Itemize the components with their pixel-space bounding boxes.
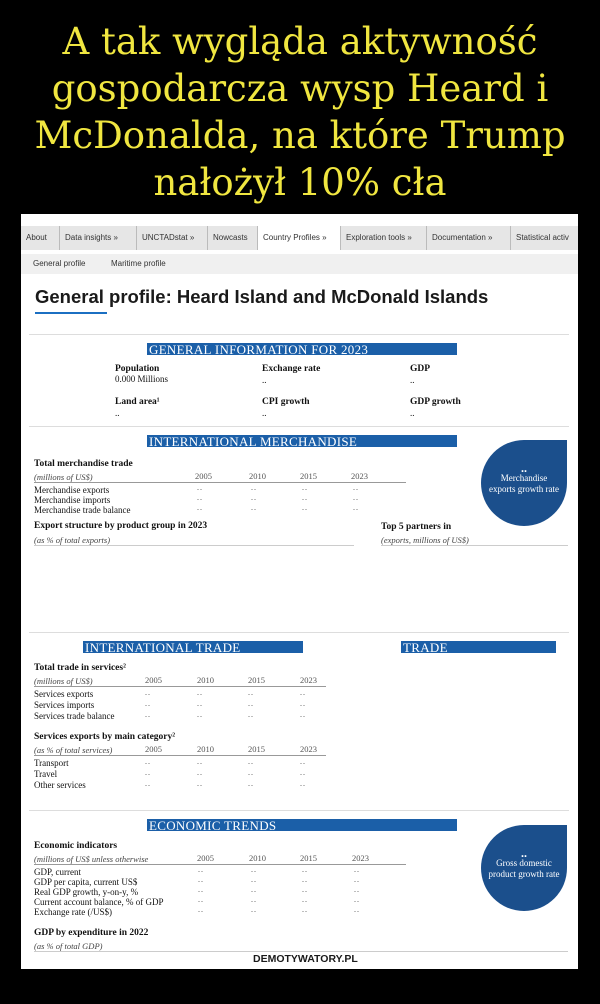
category-year: 2010 [197, 744, 214, 754]
title-underline [35, 312, 107, 314]
category-values: .. .. .. [145, 757, 151, 788]
gdp-expenditure-heading: GDP by expenditure in 2022 [34, 928, 149, 938]
nav-tab-nowcasts[interactable]: Nowcasts [208, 226, 258, 250]
circle-label: Gross domestic [496, 858, 552, 868]
gdp-growth-label: GDP growth [410, 397, 461, 407]
trade-band-right: TRADE [401, 641, 556, 653]
services-year: 2005 [145, 675, 162, 685]
nav-tab-data-insights[interactable]: Data insights » [60, 226, 137, 250]
economic-heading: Economic indicators [34, 841, 118, 851]
economic-row: GDP per capita, current US$ [34, 877, 138, 887]
nav-tab-about[interactable]: About [21, 226, 60, 250]
category-row: Other services [34, 780, 86, 790]
services-year: 2015 [248, 675, 265, 685]
meme-title-line: McDonalda, na które Trump [34, 114, 566, 157]
services-row: Services trade balance [34, 711, 115, 721]
gdp-value: .. [410, 375, 415, 385]
page-title: General profile: Heard Island and McDonald Islands [35, 286, 489, 307]
section-divider [29, 334, 569, 335]
population-value: 0.000 Millions [115, 374, 169, 384]
table-rule [34, 686, 326, 687]
trade-band: INTERNATIONAL TRADE [83, 641, 303, 653]
merch-year: 2010 [249, 471, 266, 481]
subtab-general-profile[interactable]: General profile [33, 259, 86, 268]
category-year: 2015 [248, 744, 265, 754]
category-year: 2023 [300, 744, 317, 754]
merchandise-growth-circle [481, 440, 567, 526]
circle-value: .. [521, 461, 527, 475]
category-values: .. .. .. [300, 757, 306, 788]
table-rule [34, 951, 568, 952]
table-rule [34, 482, 406, 483]
exchange-rate-value: .. [262, 375, 267, 385]
economic-year: 2010 [249, 853, 266, 863]
gdp-growth-circle [481, 825, 567, 911]
section-divider [29, 426, 569, 427]
meme-title-line: nałożył 10% cła [153, 161, 447, 204]
export-structure-unit: (as % of total exports) [34, 535, 111, 545]
gdp-label: GDP [410, 364, 431, 374]
circle-label: product growth rate [488, 869, 560, 879]
subtab-maritime-profile[interactable]: Maritime profile [111, 259, 166, 268]
services-values: .. .. .. [145, 688, 151, 719]
table-rule [34, 545, 354, 546]
economic-row: Real GDP growth, y-on-y, % [34, 887, 139, 897]
services-values: .. .. .. [248, 688, 254, 719]
top-partners-unit: (exports, millions of US$) [381, 535, 469, 545]
economic-row: GDP, current [34, 867, 81, 877]
category-values: .. .. .. [197, 757, 203, 788]
circle-label: exports growth rate [489, 484, 559, 494]
section-divider [29, 810, 569, 811]
category-values: .. .. .. [248, 757, 254, 788]
merch-row: Merchandise trade balance [34, 505, 131, 515]
export-structure-heading: Export structure by product group in 2023 [34, 521, 208, 531]
top-partners-heading: Top 5 partners in [381, 522, 452, 532]
services-values: .. .. .. [300, 688, 306, 719]
merch-year: 2015 [300, 471, 317, 481]
table-rule [34, 864, 406, 865]
economic-values: .. .. .. .. .. [251, 865, 257, 914]
meme-title [0, 18, 600, 206]
economic-values: .. .. .. .. .. [354, 865, 360, 914]
merch-row: Merchandise exports [34, 485, 110, 495]
merch-year: 2005 [195, 471, 212, 481]
category-row: Travel [34, 769, 58, 779]
gdp-expenditure-unit: (as % of total GDP) [34, 941, 103, 951]
nav-tab-statistical-activities[interactable]: Statistical activ [516, 233, 569, 242]
exchange-rate-label: Exchange rate [262, 364, 321, 374]
economic-values: .. .. .. .. .. [302, 865, 308, 914]
merch-heading: Total merchandise trade [34, 459, 133, 469]
merch-values: .. .. .. [353, 483, 359, 512]
top-nav [21, 226, 578, 250]
watermark: DEMOTYWATORY.PL [250, 953, 361, 965]
nav-tab-country-profiles[interactable]: Country Profiles » [258, 226, 341, 250]
table-rule [34, 755, 326, 756]
nav-tab-unctadstat[interactable]: UNCTADstat » [137, 226, 208, 250]
economic-values: .. .. .. .. .. [198, 865, 204, 914]
cpi-growth-value: .. [262, 408, 267, 418]
land-area-value: .. [115, 408, 120, 418]
economic-unit: (millions of US$ unless otherwise [34, 854, 149, 864]
circle-label: Merchandise [500, 473, 548, 483]
economic-year: 2015 [300, 853, 317, 863]
category-unit: (as % of total services) [34, 745, 113, 755]
table-rule [381, 545, 568, 546]
meme-title-line: A tak wygląda aktywność [62, 20, 538, 63]
services-row: Services exports [34, 689, 94, 699]
land-area-label: Land area¹ [115, 397, 160, 407]
category-row: Transport [34, 758, 69, 768]
category-year: 2005 [145, 744, 162, 754]
merch-values: .. .. .. [197, 483, 203, 512]
services-heading: Total trade in services² [34, 663, 126, 673]
section-divider [29, 632, 569, 633]
general-info-band: GENERAL INFORMATION FOR 2023 [147, 343, 457, 355]
economic-row: Exchange rate (/US$) [34, 907, 112, 917]
economic-year: 2005 [197, 853, 214, 863]
merch-values: .. .. .. [251, 483, 257, 512]
merch-row: Merchandise imports [34, 495, 111, 505]
services-row: Services imports [34, 700, 95, 710]
merchandise-band: INTERNATIONAL MERCHANDISE [147, 435, 457, 447]
economic-year: 2023 [352, 853, 369, 863]
circle-value: .. [521, 846, 527, 860]
merch-values: .. .. .. [302, 483, 308, 512]
nav-tab-documentation[interactable]: Documentation » [427, 226, 511, 250]
economic-band: ECONOMIC TRENDS [147, 819, 457, 831]
nav-tab-exploration-tools[interactable]: Exploration tools » [341, 226, 427, 250]
services-year: 2010 [197, 675, 214, 685]
merch-year: 2023 [351, 471, 368, 481]
meme-title-line: gospodarcza wysp Heard i [51, 67, 549, 110]
category-heading: Services exports by main category² [34, 732, 176, 742]
services-year: 2023 [300, 675, 317, 685]
sub-nav [21, 254, 578, 274]
services-unit: (millions of US$) [34, 676, 93, 686]
services-values: .. .. .. [197, 688, 203, 719]
gdp-growth-value: .. [410, 408, 415, 418]
merch-unit: (millions of US$) [34, 472, 93, 482]
population-label: Population [115, 364, 160, 374]
screenshot-panel [21, 214, 578, 969]
cpi-growth-label: CPI growth [262, 397, 310, 407]
economic-row: Current account balance, % of GDP [34, 897, 164, 907]
